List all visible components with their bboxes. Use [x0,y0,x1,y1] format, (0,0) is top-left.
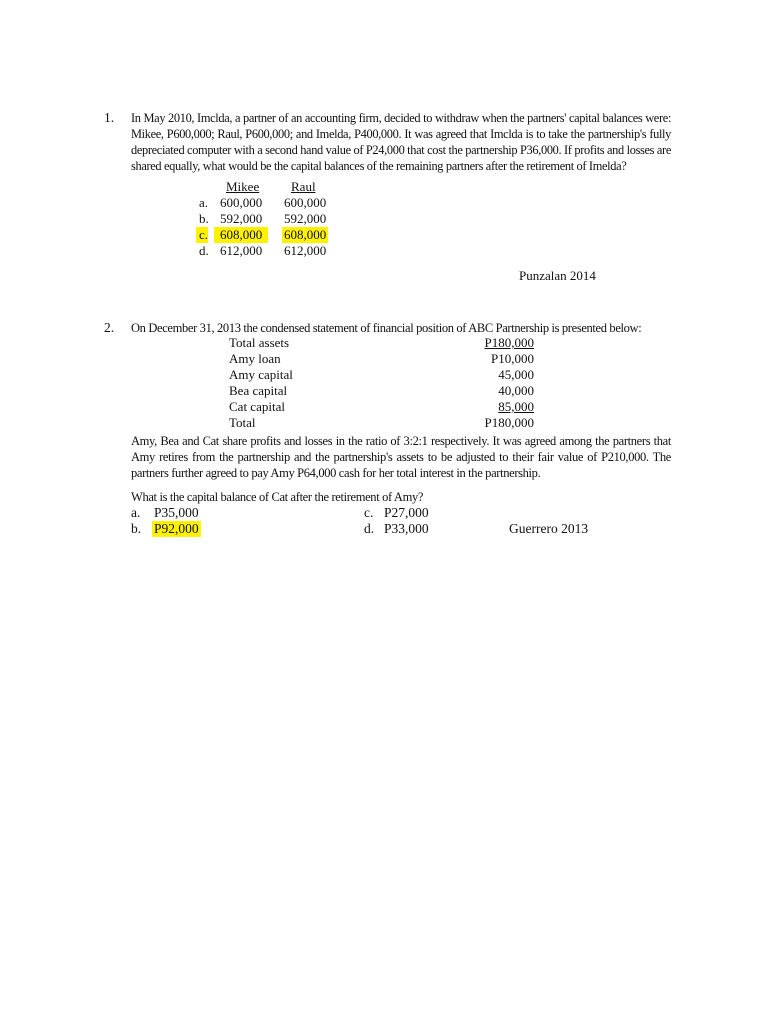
q1-option-a-raul: 600,000 [284,195,327,210]
q1-line-3: depreciated computer with a second hand value of P24,000 that cost the partnership P36,000. If profits and losses are [131,143,671,157]
q2-line-2: Amy retires from the partnership and the partnership's assets to be adjusted to their fair value of P210,000. The [131,450,671,464]
q2-option-d-letter: d. [364,521,375,536]
q2-option-a-value: P35,000 [154,505,199,520]
q2-line-3: partners further agreed to pay Amy P64,000 cash for her total interest in the partnership. [131,466,541,480]
q2-option-c-value: P27,000 [384,505,429,520]
q2-statement-label-3: Amy capital [229,367,293,382]
q1-header-mikee: Mikee [226,179,260,194]
q2-statement-label-2: Amy loan [229,351,281,366]
q1-option-c-mikee: 608,000 [214,227,268,243]
q2-option-a-letter: a. [131,505,141,520]
q1-option-a-mikee: 600,000 [220,195,263,210]
q2-statement-label-6: Total [229,415,256,430]
q2-option-b-letter: b. [131,521,142,536]
q1-line-4: shared equally, what would be the capital balances of the remaining partners after the retirement of Imelda? [131,159,627,173]
q2-statement-value-5: 85,000 [498,399,534,414]
q2-option-b-value: P92,000 [154,521,199,536]
q2-statement-value-2: P10,000 [491,351,534,366]
q2-statement-value-4: 40,000 [498,383,534,398]
q2-statement-label-5: Cat capital [229,399,285,414]
q2-statement-value-1: P180,000 [484,335,534,350]
q1-option-b-mikee: 592,000 [220,211,263,226]
q2-line-1: Amy, Bea and Cat share profits and losses in the ratio of 3:2:1 respectively. It was agreed among the partners that [131,434,671,448]
q1-number: 1. [104,110,115,125]
q2-paragraph [131,433,671,481]
q1-source: Punzalan 2014 [519,268,596,283]
q1-paragraph [131,110,671,174]
q2-option-c-letter: c. [364,505,374,520]
q1-option-d-letter: d. [199,243,209,258]
q2-statement-value-6: P180,000 [484,415,534,430]
q2-question: What is the capital balance of Cat after the retirement of Amy? [131,490,424,504]
q1-line-2: Mikee, P600,000; Raul, P600,000; and Imelda, P400,000. It was agreed that Imclda is to take the partnership's fully [131,127,671,141]
q2-source: Guerrero 2013 [509,521,589,536]
q1-option-c-letter: c. [196,227,208,243]
q2-option-d-value: P33,000 [384,521,429,536]
q1-option-b-letter: b. [199,211,209,226]
q1-option-d-mikee: 612,000 [220,243,263,258]
q1-header-raul: Raul [291,179,316,194]
q1-option-b-raul: 592,000 [284,211,327,226]
q2-intro: On December 31, 2013 the condensed statement of financial position of ABC Partnership is presented below: [131,321,642,335]
q1-option-d-raul: 612,000 [284,243,327,258]
q1-option-a-letter: a. [199,195,209,210]
q1-line-1: In May 2010, Imclda, a partner of an accounting firm, decided to withdraw when the partners' capital balances were: [131,111,671,125]
q2-statement-value-3: 45,000 [498,367,534,382]
q1-option-c-raul: 608,000 [284,227,327,242]
q2-statement-label-4: Bea capital [229,383,288,398]
q2-statement-label-1: Total assets [229,335,290,350]
q2-number: 2. [104,320,115,335]
